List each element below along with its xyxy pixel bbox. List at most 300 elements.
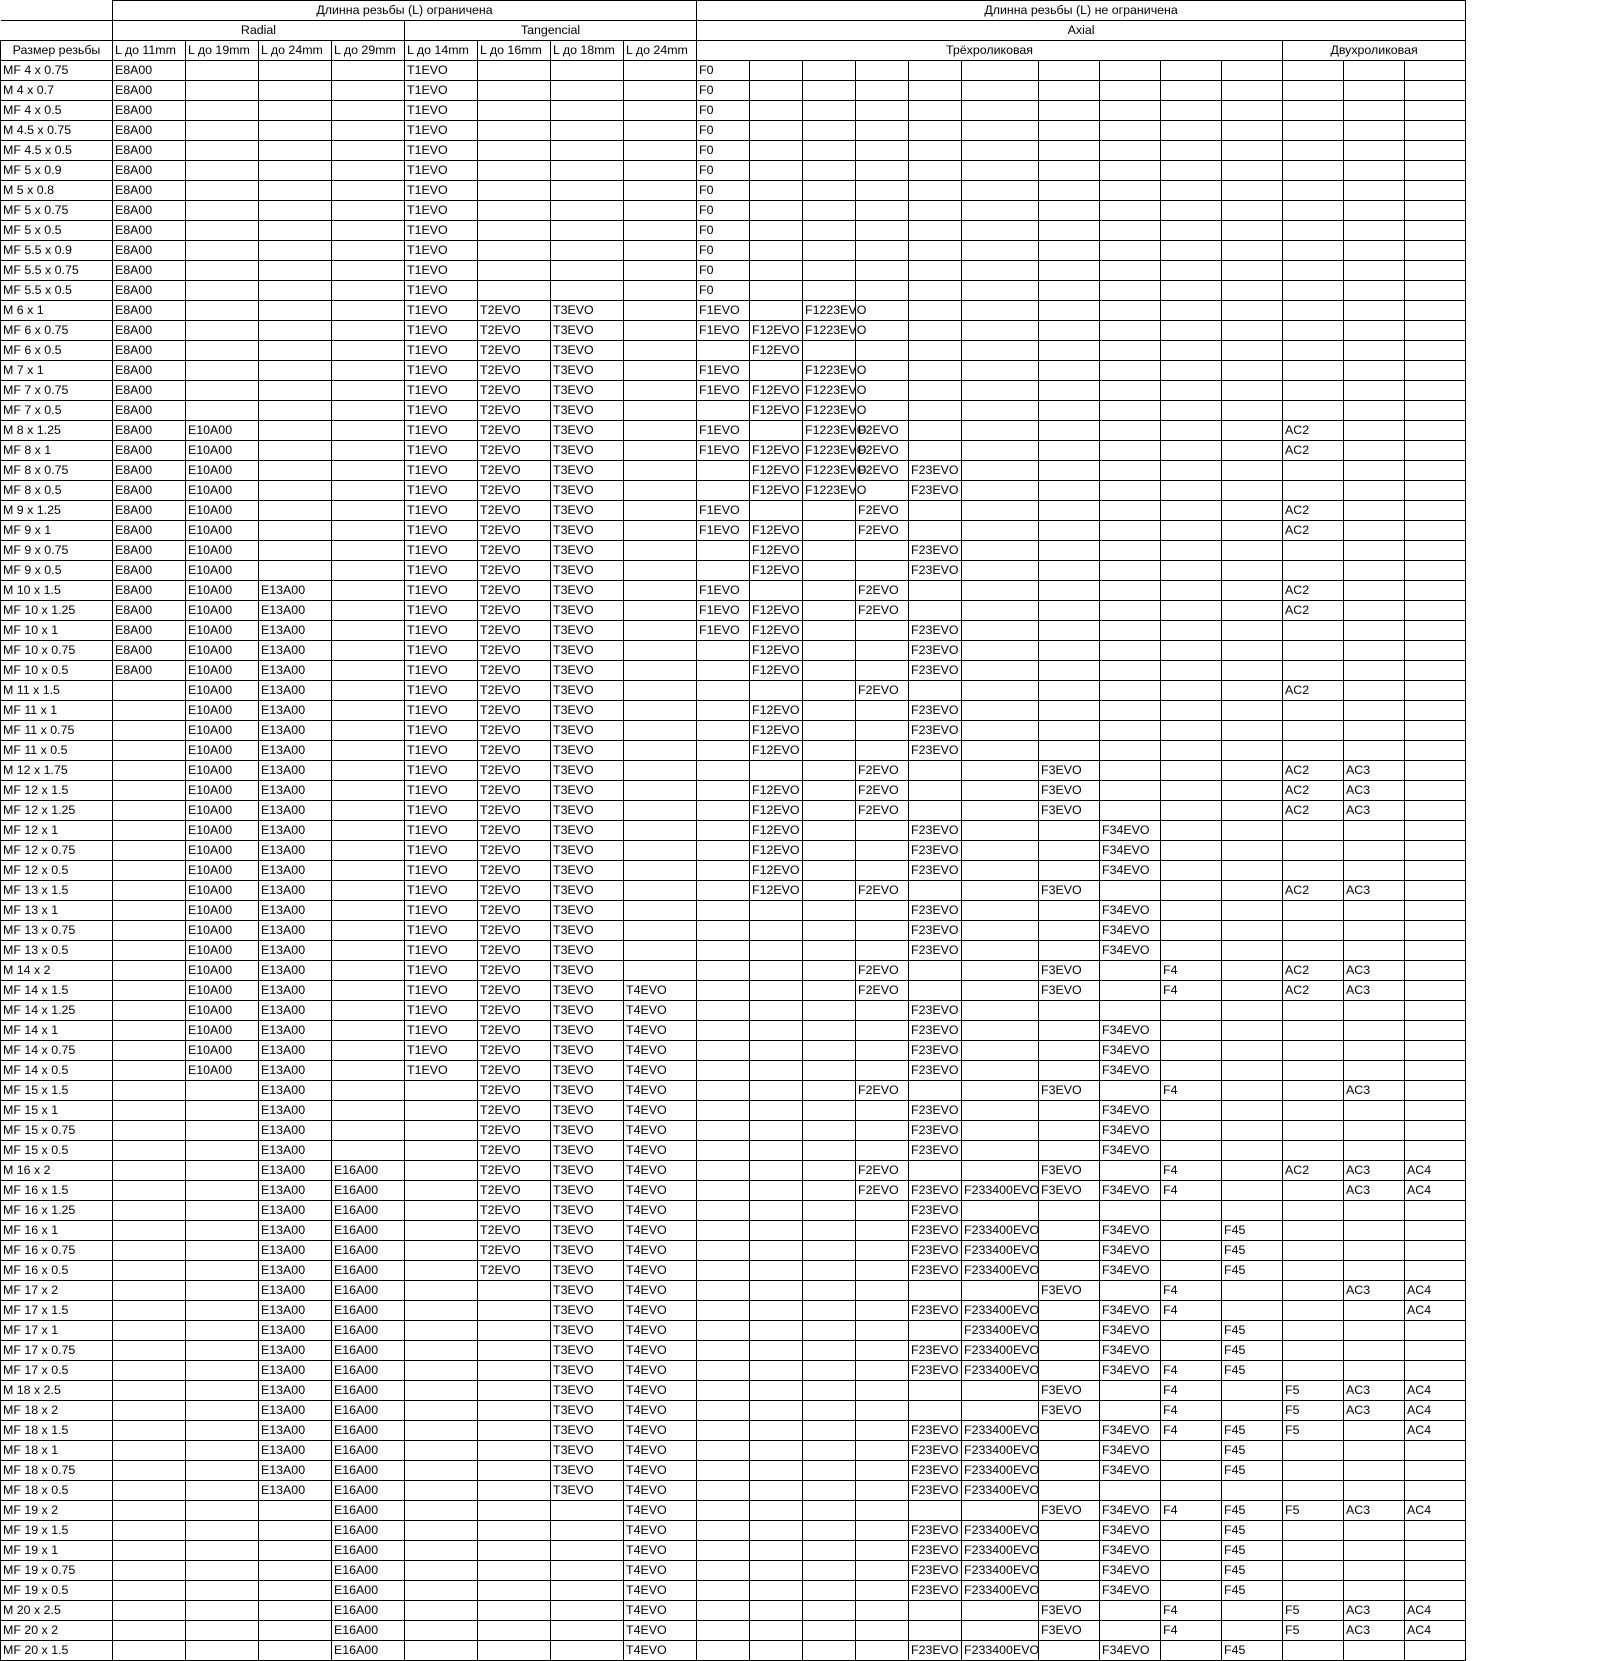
tool-cell — [259, 81, 332, 101]
thread-size-cell: M 8 x 1.25 — [1, 421, 113, 441]
tool-cell — [332, 181, 405, 201]
tool-cell — [750, 221, 803, 241]
tool-cell: T1EVO — [405, 381, 478, 401]
tool-cell — [803, 1501, 856, 1521]
tool-cell — [1039, 601, 1100, 621]
tool-cell — [1161, 101, 1222, 121]
tool-cell: F34EVO — [1100, 1461, 1161, 1481]
tool-cell: T3EVO — [551, 641, 624, 661]
tool-cell — [1039, 1041, 1100, 1061]
tool-cell — [1405, 1561, 1466, 1581]
tool-cell: E10A00 — [186, 621, 259, 641]
tool-cell — [697, 1441, 750, 1461]
tool-cell — [624, 361, 697, 381]
tool-cell — [1344, 1101, 1405, 1121]
table-row — [1, 1601, 1466, 1621]
tool-cell — [259, 521, 332, 541]
tool-cell: F1EVO — [697, 601, 750, 621]
tool-cell — [1283, 461, 1344, 481]
tool-cell — [962, 881, 1039, 901]
tool-cell: E8A00 — [113, 401, 186, 421]
tool-cell — [332, 321, 405, 341]
tool-cell: F0 — [697, 181, 750, 201]
tool-cell — [1283, 1641, 1344, 1661]
tool-cell — [803, 161, 856, 181]
tool-cell: E13A00 — [259, 701, 332, 721]
tool-cell — [750, 1601, 803, 1621]
tool-cell: T2EVO — [478, 881, 551, 901]
tool-cell — [186, 1161, 259, 1181]
tool-cell — [1283, 1441, 1344, 1461]
table-row — [1, 1421, 1466, 1441]
tool-cell — [1344, 701, 1405, 721]
tool-cell: E13A00 — [259, 1321, 332, 1341]
tool-cell: T1EVO — [405, 1041, 478, 1061]
tool-cell — [332, 701, 405, 721]
tool-cell — [1405, 1121, 1466, 1141]
tool-cell — [1100, 421, 1161, 441]
tool-cell — [1344, 241, 1405, 261]
tool-cell — [962, 301, 1039, 321]
table-row — [1, 881, 1466, 901]
tool-cell — [1344, 1301, 1405, 1321]
tool-cell — [478, 241, 551, 261]
tool-cell: E13A00 — [259, 781, 332, 801]
tool-cell — [1222, 881, 1283, 901]
tool-cell — [1283, 941, 1344, 961]
tool-cell — [1405, 321, 1466, 341]
tool-cell — [1161, 581, 1222, 601]
tool-cell — [1344, 221, 1405, 241]
tool-cell — [1039, 101, 1100, 121]
tool-cell — [1405, 901, 1466, 921]
tool-cell — [1344, 1481, 1405, 1501]
tool-cell — [909, 141, 962, 161]
tool-cell: F23EVO — [909, 1141, 962, 1161]
tool-cell — [1405, 401, 1466, 421]
tool-cell — [624, 61, 697, 81]
tool-cell: F12EVO — [750, 481, 803, 501]
tool-cell: T3EVO — [551, 1261, 624, 1281]
tool-cell — [1344, 361, 1405, 381]
tool-cell — [856, 1101, 909, 1121]
tool-cell — [803, 881, 856, 901]
tool-cell — [803, 1101, 856, 1121]
tool-cell — [1283, 1581, 1344, 1601]
thread-size-cell: MF 14 x 0.75 — [1, 1041, 113, 1061]
tool-cell — [1405, 701, 1466, 721]
tool-cell — [1344, 1001, 1405, 1021]
thread-size-cell: MF 12 x 1.5 — [1, 781, 113, 801]
tool-cell: E13A00 — [259, 1121, 332, 1141]
thread-size-cell: MF 6 x 0.5 — [1, 341, 113, 361]
tool-cell: T2EVO — [478, 581, 551, 601]
tool-cell: E13A00 — [259, 1261, 332, 1281]
tool-cell: T2EVO — [478, 1241, 551, 1261]
tool-cell — [478, 181, 551, 201]
tool-cell — [551, 1601, 624, 1621]
tool-cell — [803, 761, 856, 781]
tool-cell — [259, 381, 332, 401]
tool-cell — [803, 1341, 856, 1361]
tool-cell: F23EVO — [909, 1061, 962, 1081]
tool-cell — [1283, 1101, 1344, 1121]
header-row-1 — [1, 1, 1466, 21]
tool-cell — [1222, 921, 1283, 941]
tool-cell — [803, 241, 856, 261]
tool-cell — [1161, 1341, 1222, 1361]
tool-cell: T3EVO — [551, 801, 624, 821]
tool-cell — [186, 401, 259, 421]
tool-cell — [259, 341, 332, 361]
table-row — [1, 661, 1466, 681]
table-row — [1, 1221, 1466, 1241]
tool-cell — [1344, 861, 1405, 881]
tool-cell — [750, 901, 803, 921]
tool-cell: E13A00 — [259, 1221, 332, 1241]
thread-size-cell: MF 16 x 1.5 — [1, 1181, 113, 1201]
tool-cell — [856, 1361, 909, 1381]
tool-cell — [624, 921, 697, 941]
tool-cell — [962, 541, 1039, 561]
tool-cell — [803, 1361, 856, 1381]
tool-cell — [750, 1621, 803, 1641]
tool-cell — [909, 961, 962, 981]
tool-cell — [909, 981, 962, 1001]
tool-cell: F4 — [1161, 1421, 1222, 1441]
tool-cell — [478, 1581, 551, 1601]
tool-cell — [624, 741, 697, 761]
tool-cell — [962, 601, 1039, 621]
tool-cell — [186, 1501, 259, 1521]
tool-cell: F34EVO — [1100, 1221, 1161, 1241]
tool-cell — [750, 1121, 803, 1141]
tool-cell: AC2 — [1283, 881, 1344, 901]
tool-cell — [1405, 981, 1466, 1001]
tool-cell — [750, 1201, 803, 1221]
tool-cell — [697, 961, 750, 981]
tool-cell: F23EVO — [909, 1181, 962, 1201]
tool-cell — [332, 221, 405, 241]
tool-cell — [803, 1021, 856, 1041]
tool-cell: T3EVO — [551, 681, 624, 701]
tool-cell — [962, 1281, 1039, 1301]
tool-cell: E10A00 — [186, 701, 259, 721]
tool-cell: T3EVO — [551, 1441, 624, 1461]
tool-cell — [1344, 1461, 1405, 1481]
tool-cell: E13A00 — [259, 1181, 332, 1201]
tool-cell — [1405, 441, 1466, 461]
tool-cell — [1039, 1361, 1100, 1381]
tool-cell: T1EVO — [405, 1021, 478, 1041]
tool-cell — [478, 1541, 551, 1561]
tool-cell: F23EVO — [909, 541, 962, 561]
thread-size-cell: M 4.5 x 0.75 — [1, 121, 113, 141]
tool-cell — [803, 1561, 856, 1581]
tool-cell — [405, 1501, 478, 1521]
tool-cell: E8A00 — [113, 621, 186, 641]
tool-cell — [750, 1341, 803, 1361]
tool-cell — [624, 81, 697, 101]
tool-cell — [113, 1421, 186, 1441]
tool-cell: F2EVO — [856, 961, 909, 981]
tool-cell — [1283, 1241, 1344, 1261]
tool-cell — [697, 1341, 750, 1361]
tool-cell — [1039, 681, 1100, 701]
tool-cell — [1344, 81, 1405, 101]
tool-cell: AC3 — [1344, 1601, 1405, 1621]
tool-cell — [1161, 541, 1222, 561]
tool-cell — [332, 301, 405, 321]
tool-cell — [113, 1321, 186, 1341]
thread-size-cell: MF 10 x 1.25 — [1, 601, 113, 621]
tool-cell: T1EVO — [405, 161, 478, 181]
tool-cell — [750, 1161, 803, 1181]
tool-cell: AC2 — [1283, 601, 1344, 621]
tool-cell: T3EVO — [551, 1201, 624, 1221]
tool-cell: E10A00 — [186, 461, 259, 481]
tool-cell: F23EVO — [909, 481, 962, 501]
tool-cell: T2EVO — [478, 1001, 551, 1021]
tool-cell — [1405, 61, 1466, 81]
tool-cell — [1222, 501, 1283, 521]
tool-cell — [962, 1001, 1039, 1021]
tool-cell — [624, 901, 697, 921]
tool-cell — [259, 1621, 332, 1641]
tool-cell: E13A00 — [259, 761, 332, 781]
tool-cell: E8A00 — [113, 381, 186, 401]
tool-cell — [856, 1561, 909, 1581]
tool-cell — [962, 1401, 1039, 1421]
tool-cell — [803, 1121, 856, 1141]
tool-cell: T1EVO — [405, 401, 478, 421]
thread-size-cell: M 9 x 1.25 — [1, 501, 113, 521]
tool-cell: T4EVO — [624, 1541, 697, 1561]
tool-cell: AC4 — [1405, 1381, 1466, 1401]
tool-cell — [750, 1481, 803, 1501]
tool-cell: T2EVO — [478, 761, 551, 781]
tool-cell — [624, 261, 697, 281]
thread-size-cell: MF 18 x 1.5 — [1, 1421, 113, 1441]
tool-cell: T1EVO — [405, 201, 478, 221]
tool-cell — [332, 561, 405, 581]
tool-cell — [551, 201, 624, 221]
tool-cell — [909, 581, 962, 601]
tool-cell — [1344, 501, 1405, 521]
tool-cell — [1405, 501, 1466, 521]
tool-cell — [259, 1541, 332, 1561]
tool-cell — [803, 561, 856, 581]
tool-cell: E10A00 — [186, 781, 259, 801]
tool-cell: T3EVO — [551, 1341, 624, 1361]
tool-cell: F23EVO — [909, 1641, 962, 1661]
tool-cell — [1161, 481, 1222, 501]
tool-cell — [1344, 1341, 1405, 1361]
tool-cell — [750, 1561, 803, 1581]
tool-cell — [697, 1041, 750, 1061]
tool-cell — [750, 1181, 803, 1201]
tool-cell — [186, 1101, 259, 1121]
tool-cell — [113, 1641, 186, 1661]
tool-cell — [1344, 201, 1405, 221]
tool-cell — [1344, 1541, 1405, 1561]
tool-cell: F12EVO — [750, 821, 803, 841]
tool-cell: T3EVO — [551, 921, 624, 941]
tool-cell — [478, 1481, 551, 1501]
tool-cell: E13A00 — [259, 641, 332, 661]
tool-cell — [624, 481, 697, 501]
tool-cell — [1222, 201, 1283, 221]
thread-size-cell: MF 9 x 0.5 — [1, 561, 113, 581]
tool-cell — [1222, 901, 1283, 921]
tool-cell: E10A00 — [186, 881, 259, 901]
tool-cell: F34EVO — [1100, 1021, 1161, 1041]
tool-cell: E13A00 — [259, 1141, 332, 1161]
thread-size-cell: MF 12 x 1 — [1, 821, 113, 841]
tool-cell: E10A00 — [186, 981, 259, 1001]
tool-cell: F23EVO — [909, 721, 962, 741]
tool-cell: T1EVO — [405, 61, 478, 81]
tool-cell: E13A00 — [259, 661, 332, 681]
tool-cell — [856, 1301, 909, 1321]
tool-cell: T4EVO — [624, 1201, 697, 1221]
tool-cell: T1EVO — [405, 301, 478, 321]
tool-cell — [113, 1581, 186, 1601]
tool-cell: T3EVO — [551, 1001, 624, 1021]
tool-cell: F23EVO — [909, 1361, 962, 1381]
tool-cell: F3EVO — [1039, 981, 1100, 1001]
tool-cell — [113, 1141, 186, 1161]
tool-cell — [909, 1321, 962, 1341]
tool-cell — [1222, 101, 1283, 121]
tool-cell — [856, 841, 909, 861]
tool-cell — [1344, 541, 1405, 561]
tool-cell: F233400EVO — [962, 1561, 1039, 1581]
tool-cell: E16A00 — [332, 1541, 405, 1561]
tool-cell — [1222, 301, 1283, 321]
tool-cell — [1161, 341, 1222, 361]
tool-cell — [1405, 221, 1466, 241]
tool-cell — [478, 221, 551, 241]
tool-cell: E13A00 — [259, 1401, 332, 1421]
tool-cell — [909, 341, 962, 361]
tool-cell: F23EVO — [909, 941, 962, 961]
tool-cell — [1222, 1021, 1283, 1041]
tool-cell — [962, 841, 1039, 861]
tool-cell — [803, 781, 856, 801]
tool-cell — [1222, 841, 1283, 861]
tool-cell: T1EVO — [405, 721, 478, 741]
tool-cell — [186, 1421, 259, 1441]
tool-cell — [1161, 941, 1222, 961]
tool-cell — [856, 1601, 909, 1621]
tool-cell: E13A00 — [259, 901, 332, 921]
tool-cell — [803, 221, 856, 241]
tool-cell — [624, 101, 697, 121]
tool-cell — [113, 981, 186, 1001]
tool-cell — [909, 361, 962, 381]
tool-cell: E13A00 — [259, 881, 332, 901]
tool-cell — [909, 421, 962, 441]
tool-cell — [1161, 1581, 1222, 1601]
tool-cell — [750, 241, 803, 261]
table-row — [1, 561, 1466, 581]
thread-size-cell: MF 11 x 0.75 — [1, 721, 113, 741]
tool-cell — [186, 301, 259, 321]
table-row — [1, 141, 1466, 161]
tool-cell — [962, 1601, 1039, 1621]
tool-cell: T3EVO — [551, 1321, 624, 1341]
tool-cell: F0 — [697, 161, 750, 181]
tool-cell: T3EVO — [551, 941, 624, 961]
tool-cell: E16A00 — [332, 1561, 405, 1581]
tool-cell — [803, 121, 856, 141]
tool-cell — [624, 821, 697, 841]
tool-cell — [803, 521, 856, 541]
tool-cell: E16A00 — [332, 1481, 405, 1501]
tool-cell: F233400EVO — [962, 1421, 1039, 1441]
tool-cell: E16A00 — [332, 1401, 405, 1421]
tool-cell — [962, 861, 1039, 881]
tool-cell: E13A00 — [259, 1341, 332, 1361]
tool-cell: AC3 — [1344, 801, 1405, 821]
tool-cell — [1344, 901, 1405, 921]
tool-cell: T3EVO — [551, 601, 624, 621]
tool-cell — [1222, 1381, 1283, 1401]
tool-cell: T3EVO — [551, 1361, 624, 1381]
tool-cell — [803, 901, 856, 921]
tool-cell — [332, 881, 405, 901]
tool-cell — [962, 701, 1039, 721]
tool-cell: E13A00 — [259, 981, 332, 1001]
tool-cell — [113, 1021, 186, 1041]
tool-cell: E10A00 — [186, 721, 259, 741]
tool-cell — [962, 781, 1039, 801]
tool-cell: F1EVO — [697, 321, 750, 341]
table-row — [1, 181, 1466, 201]
tool-cell: F5 — [1283, 1421, 1344, 1441]
tool-cell — [113, 1521, 186, 1541]
tool-cell: E8A00 — [113, 481, 186, 501]
tool-cell — [1039, 1341, 1100, 1361]
tool-cell — [803, 501, 856, 521]
tool-cell — [1405, 381, 1466, 401]
tool-cell — [856, 1621, 909, 1641]
table-row — [1, 1461, 1466, 1481]
table-row — [1, 81, 1466, 101]
tool-cell: E10A00 — [186, 921, 259, 941]
tool-cell — [1222, 401, 1283, 421]
tool-cell — [113, 1501, 186, 1521]
table-row — [1, 581, 1466, 601]
tool-cell: F2EVO — [856, 761, 909, 781]
tool-cell — [332, 601, 405, 621]
tool-cell — [750, 681, 803, 701]
header-row-2 — [1, 21, 1466, 41]
tool-cell — [962, 1121, 1039, 1141]
table-row — [1, 321, 1466, 341]
tool-cell — [803, 1441, 856, 1461]
tool-cell: F2EVO — [856, 681, 909, 701]
tool-cell — [1161, 381, 1222, 401]
tool-cell — [962, 1201, 1039, 1221]
tool-cell — [909, 1381, 962, 1401]
thread-size-cell: MF 18 x 0.75 — [1, 1461, 113, 1481]
tool-cell: F23EVO — [909, 1441, 962, 1461]
tool-cell: F4 — [1161, 1361, 1222, 1381]
tool-cell — [405, 1581, 478, 1601]
tool-cell — [750, 1361, 803, 1381]
